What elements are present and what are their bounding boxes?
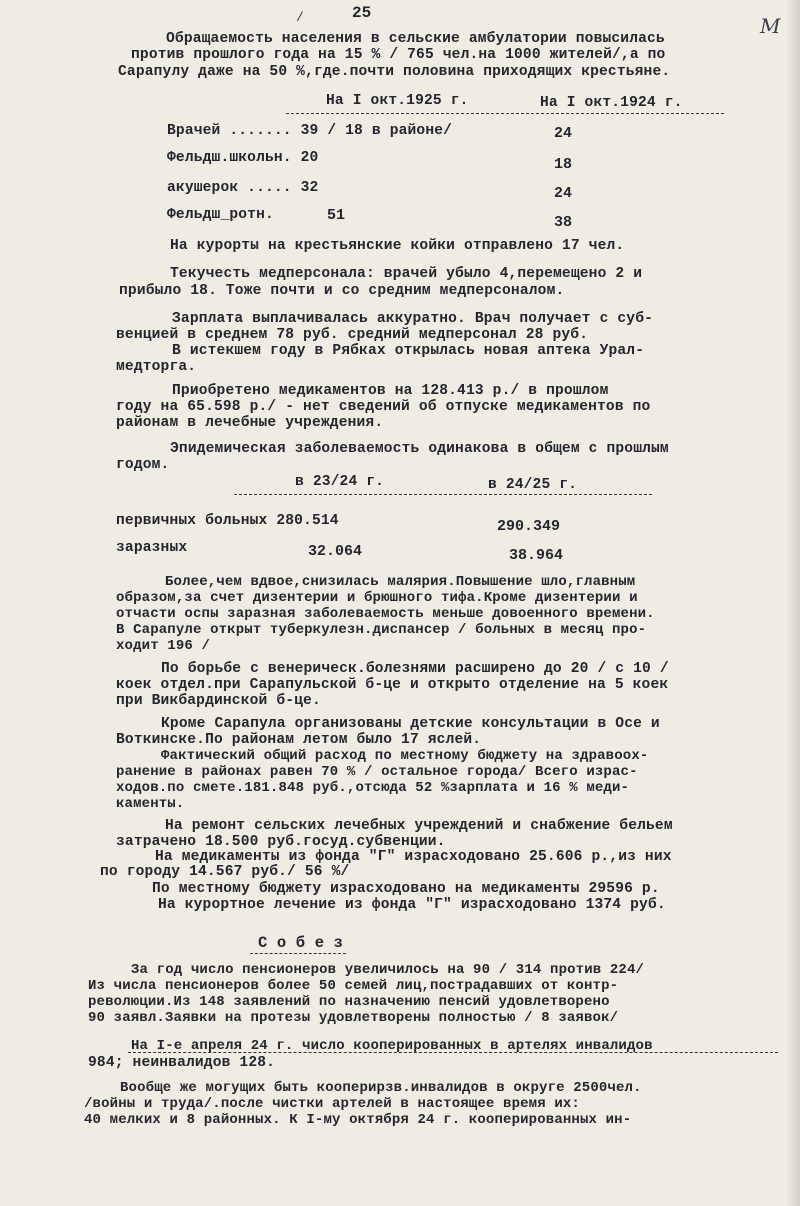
archive-corner-mark: М xyxy=(760,14,781,38)
staff-row-doctors: Врачей ....... 39 / 18 в районе/ xyxy=(167,123,453,139)
staff-row-feldsher-company: Фельдш_ротн. xyxy=(167,207,274,223)
text-line: по городу 14.567 руб./ 56 %/ xyxy=(100,864,350,880)
text-line: ходит 196 / xyxy=(116,638,211,654)
text-line: На I-е апреля 24 г. число кооперированных в артелях инвалидов xyxy=(131,1038,653,1054)
text-line: венцией в среднем 78 руб. средний медперсонал 28 руб. xyxy=(116,327,589,343)
staff-feldsher-school-1924: 18 xyxy=(554,156,573,173)
text-line: По местному бюджету израсходовано на медикаменты 29596 р. xyxy=(152,881,660,897)
page-number: 25 xyxy=(352,4,372,22)
epidemic-infectious-2425: 38.964 xyxy=(509,547,564,564)
epidemic-row-primary: первичных больных 280.514 xyxy=(116,513,339,529)
text-line: революции.Из 148 заявлений по назначению пенсий удовлетворено xyxy=(88,994,610,1010)
text-line: затрачено 18.500 руб.госуд.субвенции. xyxy=(116,834,446,850)
text-line: Зарплата выплачивалась аккуратно. Врач получает с суб- xyxy=(172,311,654,327)
section-title-underline xyxy=(250,953,346,954)
text-line: Вообще же могущих быть кооперирзв.инвалидов в округе 2500чел. xyxy=(120,1080,642,1096)
text-line: Приобретено медикаментов на 128.413 р./ в прошлом xyxy=(172,383,609,399)
staff-feldsher-company-1925: 51 xyxy=(327,207,346,224)
epidemic-primary-2425: 290.349 xyxy=(497,518,561,535)
text-line: образом,за счет дизентерии и брюшного тифа.Кроме дизентерии и xyxy=(116,590,638,606)
text-line: 984; неинвалидов 128. xyxy=(88,1055,276,1071)
text-line: Обращаемость населения в сельские амбулатории повысилась xyxy=(166,31,665,47)
staff-row-feldsher-school: Фельдш.школьн. 20 xyxy=(167,150,319,166)
epidemic-infectious-2324: 32.064 xyxy=(308,543,363,560)
text-line: годом. xyxy=(116,457,170,473)
text-line: каменты. xyxy=(116,796,185,812)
text-line: На ремонт сельских лечебных учреждений и снабжение бельем xyxy=(165,818,673,834)
text-line: /войны и труда/.после чистки артелей в настоящее время их: xyxy=(84,1096,580,1112)
text-line: Более,чем вдвое,снизилась малярия.Повышение шло,главным xyxy=(165,574,636,590)
text-line: За год число пенсионеров увеличилось на 90 / 314 против 224/ xyxy=(131,962,645,978)
text-line: Сарапулу даже на 50 %,где.почти половина приходящих крестьяне. xyxy=(118,64,671,80)
text-line: ходов.по смете.181.848 руб.,отсюда 52 %зарплата и 16 % меди- xyxy=(116,780,630,796)
separator-rule xyxy=(128,1052,778,1053)
text-line: прибыло 18. Тоже почти и со средним медперсоналом. xyxy=(119,283,565,299)
text-line: На медикаменты из фонда "Г" израсходовано 25.606 р.,из них xyxy=(155,849,672,865)
epidemic-row-infectious: заразных xyxy=(116,540,188,556)
text-line: 90 заявл.Заявки на протезы удовлетворены полностью / 8 заявок/ xyxy=(88,1010,619,1026)
text-line: Текучесть медперсонала: врачей убыло 4,перемещено 2 и xyxy=(170,266,643,282)
text-line: Воткинске.По районам летом было 17 яслей. xyxy=(116,732,482,748)
text-line: 40 мелких и 8 районных. К I-му октября 24 г. кооперированных ин- xyxy=(84,1112,632,1128)
table-rule xyxy=(234,494,652,495)
staff-feldsher-company-1924: 38 xyxy=(554,214,573,231)
text-line: отчасти оспы заразная заболеваемость меньше довоенного времени. xyxy=(116,606,655,622)
text-line: Фактический общий расход по местному бюджету на здравоох- xyxy=(161,748,649,764)
text-line: Из числа пенсионеров более 50 семей лиц,пострадавших от контр- xyxy=(88,978,619,994)
text-line: медторга. xyxy=(116,359,197,375)
staff-midwives-1924: 24 xyxy=(554,185,573,202)
table-rule xyxy=(286,113,724,114)
text-line: Кроме Сарапула организованы детские консультации в Осе и xyxy=(161,716,660,732)
text-line: На курортное лечение из фонда "Г" израсходовано 1374 руб. xyxy=(158,897,666,913)
text-line: районам в лечебные учреждения. xyxy=(116,415,384,431)
text-line: По борьбе с венерическ.болезнями расширено до 20 / с 10 / xyxy=(161,661,669,677)
text-line: ранение в районах равен 70 % / остальное города/ Всего израс- xyxy=(116,764,638,780)
epidemic-header-2425: в 24/25 г. xyxy=(488,477,578,493)
text-line: На курорты на крестьянские койки отправлено 17 чел. xyxy=(170,238,625,254)
text-line: при Викбардинской б-це. xyxy=(116,693,321,709)
text-line: В истекшем году в Рябках открылась новая аптека Урал- xyxy=(172,343,645,359)
epidemic-header-2324: в 23/24 г. xyxy=(295,474,385,490)
staff-doctors-1924: 24 xyxy=(554,125,573,142)
table-header-1925: На I окт.1925 г. xyxy=(326,93,469,109)
text-line: Эпидемическая заболеваемость одинакова в общем с прошлым xyxy=(170,441,669,457)
section-title-sobes: С о б е з xyxy=(258,934,344,952)
text-line: В Сарапуле открыт туберкулезн.диспансер / больных в месяц про- xyxy=(116,622,647,638)
margin-mark: / xyxy=(296,10,304,25)
text-line: против прошлого года на 15 % / 765 чел.на 1000 жителей/,а по xyxy=(131,47,666,63)
text-line: году на 65.598 р./ - нет сведений об отпуске медикаментов по xyxy=(116,399,651,415)
text-line: коек отдел.при Сарапульской б-це и открыто отделение на 5 коек xyxy=(116,677,669,693)
staff-row-midwives: акушерок ..... 32 xyxy=(167,180,319,196)
table-header-1924: На I окт.1924 г. xyxy=(540,95,683,111)
